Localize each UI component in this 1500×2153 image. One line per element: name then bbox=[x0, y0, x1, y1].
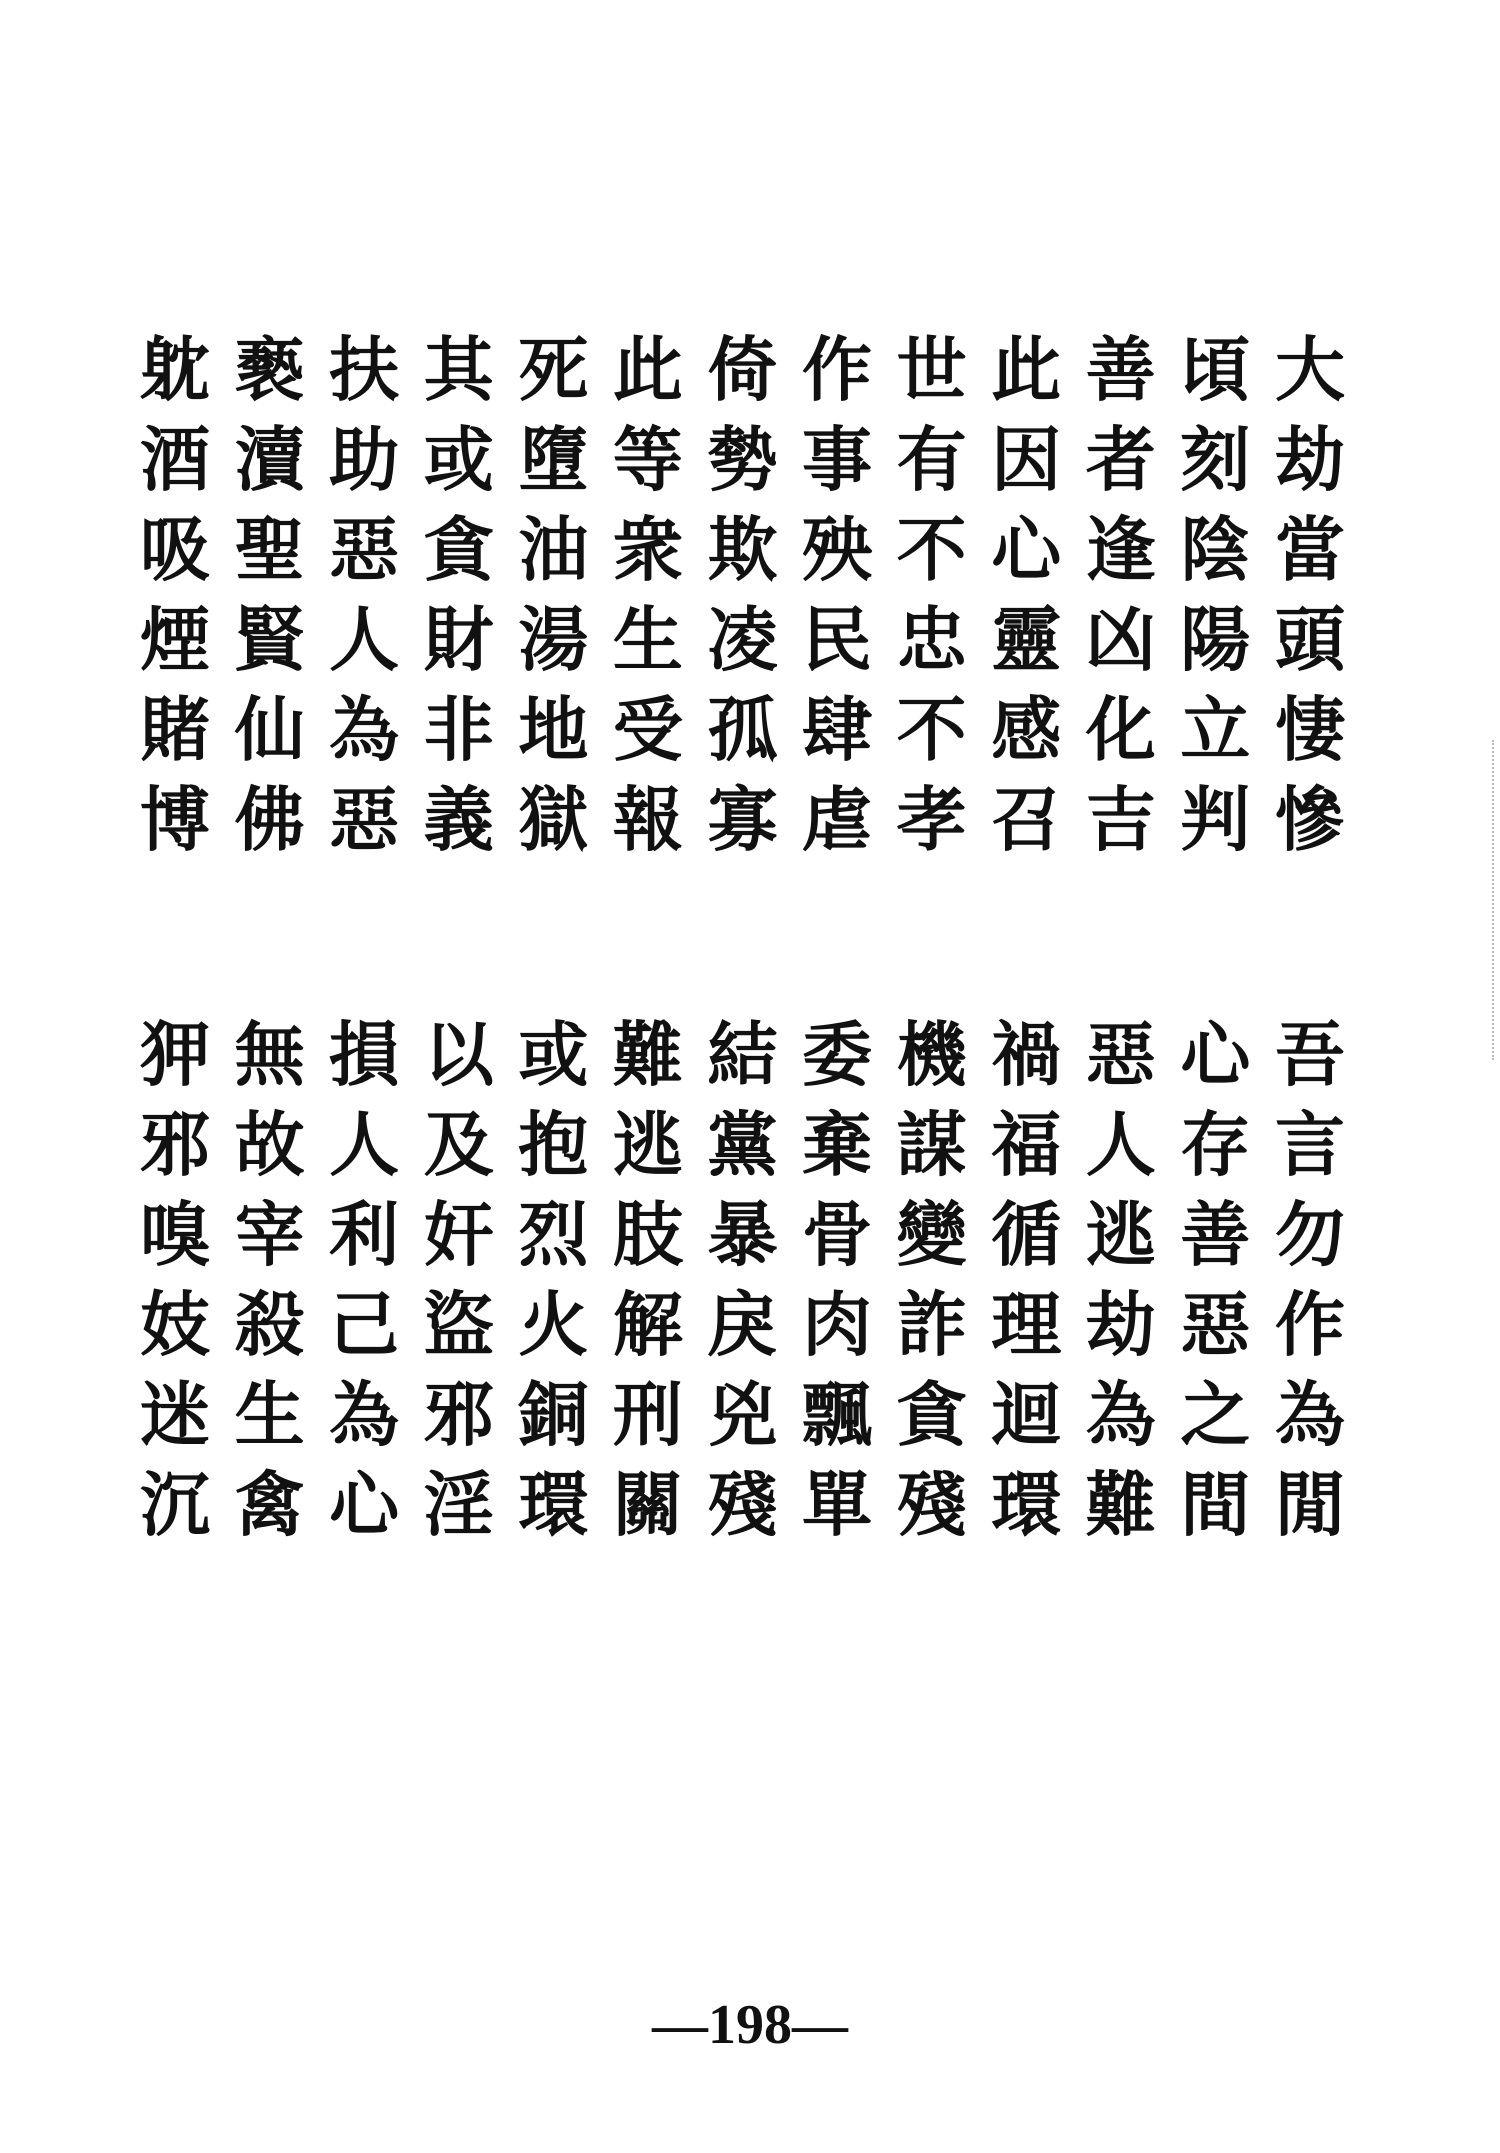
text-column bbox=[986, 325, 1066, 865]
character: 忠 bbox=[896, 598, 967, 681]
character: 獄 bbox=[518, 778, 589, 861]
character: 陽 bbox=[1180, 598, 1251, 681]
character: 受 bbox=[612, 688, 683, 771]
text-column bbox=[702, 1010, 782, 1550]
character: 大 bbox=[1274, 328, 1345, 411]
character: 靈 bbox=[991, 598, 1062, 681]
text-column bbox=[1175, 1010, 1255, 1550]
character: 嗅 bbox=[140, 1193, 210, 1276]
character: 賢 bbox=[234, 598, 305, 681]
character: 孤 bbox=[707, 688, 778, 771]
character: 吾 bbox=[1274, 1013, 1345, 1096]
character: 閒 bbox=[1274, 1463, 1345, 1546]
character: 佛 bbox=[234, 778, 305, 861]
text-column bbox=[1081, 325, 1161, 865]
character: 盜 bbox=[423, 1283, 494, 1366]
character: 迴 bbox=[991, 1373, 1062, 1456]
character: 墮 bbox=[518, 418, 589, 501]
text-column bbox=[1081, 1010, 1161, 1550]
character: 聖 bbox=[234, 508, 305, 591]
text-column bbox=[608, 325, 688, 865]
character: 死 bbox=[518, 328, 589, 411]
text-column bbox=[230, 325, 310, 865]
character: 福 bbox=[991, 1103, 1062, 1186]
character: 作 bbox=[1274, 1283, 1345, 1366]
character: 吉 bbox=[1085, 778, 1156, 861]
character: 心 bbox=[1180, 1013, 1251, 1096]
character: 心 bbox=[329, 1463, 400, 1546]
character: 兇 bbox=[707, 1373, 778, 1456]
character: 不 bbox=[896, 688, 967, 771]
character: 貪 bbox=[896, 1373, 967, 1456]
character: 湯 bbox=[518, 598, 589, 681]
character: 油 bbox=[518, 508, 589, 591]
text-column bbox=[1270, 1010, 1350, 1550]
character: 非 bbox=[423, 688, 494, 771]
text-column bbox=[892, 325, 972, 865]
character: 報 bbox=[612, 778, 683, 861]
character: 為 bbox=[1274, 1373, 1345, 1456]
character: 利 bbox=[329, 1193, 400, 1276]
character: 戾 bbox=[707, 1283, 778, 1366]
character: 殃 bbox=[802, 508, 873, 591]
character: 地 bbox=[518, 688, 589, 771]
verse-block-2 bbox=[135, 1010, 1350, 1550]
text-column bbox=[513, 325, 593, 865]
character: 宰 bbox=[234, 1193, 305, 1276]
character: 勢 bbox=[707, 418, 778, 501]
character: 助 bbox=[329, 418, 400, 501]
character: 惡 bbox=[1085, 1013, 1156, 1096]
scan-edge-mark bbox=[1490, 740, 1494, 1060]
character: 殘 bbox=[896, 1463, 967, 1546]
character: 逢 bbox=[1085, 508, 1156, 591]
character: 事 bbox=[802, 418, 873, 501]
character: 殘 bbox=[707, 1463, 778, 1546]
character: 孝 bbox=[896, 778, 967, 861]
character: 凌 bbox=[707, 598, 778, 681]
character: 其 bbox=[423, 328, 494, 411]
verse-block-1 bbox=[135, 325, 1350, 865]
character: 感 bbox=[991, 688, 1062, 771]
character: 己 bbox=[329, 1283, 400, 1366]
character: 勿 bbox=[1274, 1193, 1345, 1276]
character: 人 bbox=[329, 1103, 400, 1186]
character: 間 bbox=[1180, 1463, 1251, 1546]
character: 環 bbox=[518, 1463, 589, 1546]
character: 人 bbox=[329, 598, 400, 681]
character: 逃 bbox=[1085, 1193, 1156, 1276]
text-column bbox=[702, 325, 782, 865]
character: 環 bbox=[991, 1463, 1062, 1546]
character: 關 bbox=[612, 1463, 683, 1546]
character: 詐 bbox=[896, 1283, 967, 1366]
character: 等 bbox=[612, 418, 683, 501]
character: 為 bbox=[329, 688, 400, 771]
text-column bbox=[419, 1010, 499, 1550]
character: 民 bbox=[802, 598, 873, 681]
character: 禽 bbox=[234, 1463, 305, 1546]
character: 人 bbox=[1085, 1103, 1156, 1186]
text-column bbox=[1175, 325, 1255, 865]
text-column bbox=[324, 1010, 404, 1550]
character: 沉 bbox=[140, 1463, 210, 1546]
character: 故 bbox=[234, 1103, 305, 1186]
character: 當 bbox=[1274, 508, 1345, 591]
character: 頭 bbox=[1274, 598, 1345, 681]
character: 倚 bbox=[707, 328, 778, 411]
character: 凶 bbox=[1085, 598, 1156, 681]
character: 銅 bbox=[518, 1373, 589, 1456]
character: 難 bbox=[612, 1013, 683, 1096]
character: 無 bbox=[234, 1013, 305, 1096]
character: 刻 bbox=[1180, 418, 1251, 501]
character: 為 bbox=[329, 1373, 400, 1456]
text-column bbox=[1270, 325, 1350, 865]
character: 世 bbox=[896, 328, 967, 411]
character: 惡 bbox=[329, 508, 400, 591]
character: 之 bbox=[1180, 1373, 1251, 1456]
character: 禍 bbox=[991, 1013, 1062, 1096]
character: 抱 bbox=[518, 1103, 589, 1186]
character: 貪 bbox=[423, 508, 494, 591]
character: 吸 bbox=[140, 508, 210, 591]
character: 生 bbox=[234, 1373, 305, 1456]
page-number: —198— bbox=[652, 1994, 848, 2056]
character: 劫 bbox=[1085, 1283, 1156, 1366]
character: 妓 bbox=[140, 1283, 210, 1366]
character: 黨 bbox=[707, 1103, 778, 1186]
character: 者 bbox=[1085, 418, 1156, 501]
character: 棄 bbox=[802, 1103, 873, 1186]
character: 召 bbox=[991, 778, 1062, 861]
character: 不 bbox=[896, 508, 967, 591]
character: 立 bbox=[1180, 688, 1251, 771]
character: 飄 bbox=[802, 1373, 873, 1456]
character: 單 bbox=[802, 1463, 873, 1546]
character: 頃 bbox=[1180, 328, 1251, 411]
character: 躭 bbox=[140, 328, 210, 411]
character: 善 bbox=[1085, 328, 1156, 411]
character: 判 bbox=[1180, 778, 1251, 861]
character: 循 bbox=[991, 1193, 1062, 1276]
character: 欺 bbox=[707, 508, 778, 591]
character: 骨 bbox=[802, 1193, 873, 1276]
character: 惡 bbox=[1180, 1283, 1251, 1366]
text-column bbox=[608, 1010, 688, 1550]
character: 此 bbox=[991, 328, 1062, 411]
text-column bbox=[324, 325, 404, 865]
character: 慘 bbox=[1274, 778, 1345, 861]
character: 虐 bbox=[802, 778, 873, 861]
character: 損 bbox=[329, 1013, 400, 1096]
text-column bbox=[797, 325, 877, 865]
character: 悽 bbox=[1274, 688, 1345, 771]
character: 迷 bbox=[140, 1373, 210, 1456]
character: 邪 bbox=[423, 1373, 494, 1456]
character: 機 bbox=[896, 1013, 967, 1096]
character: 烈 bbox=[518, 1193, 589, 1276]
character: 義 bbox=[423, 778, 494, 861]
character: 或 bbox=[518, 1013, 589, 1096]
character: 酒 bbox=[140, 418, 210, 501]
character: 肆 bbox=[802, 688, 873, 771]
character: 淫 bbox=[423, 1463, 494, 1546]
character: 以 bbox=[423, 1013, 494, 1096]
character: 狎 bbox=[140, 1013, 210, 1096]
text-column bbox=[135, 1010, 215, 1550]
character: 委 bbox=[802, 1013, 873, 1096]
character: 褻 bbox=[234, 328, 305, 411]
character: 邪 bbox=[140, 1103, 210, 1186]
character: 肉 bbox=[802, 1283, 873, 1366]
character: 或 bbox=[423, 418, 494, 501]
character: 寡 bbox=[707, 778, 778, 861]
character: 言 bbox=[1274, 1103, 1345, 1186]
character: 奸 bbox=[423, 1193, 494, 1276]
character: 煙 bbox=[140, 598, 210, 681]
character: 陰 bbox=[1180, 508, 1251, 591]
character: 刑 bbox=[612, 1373, 683, 1456]
character: 劫 bbox=[1274, 418, 1345, 501]
text-column bbox=[986, 1010, 1066, 1550]
character: 作 bbox=[802, 328, 873, 411]
text-column bbox=[135, 325, 215, 865]
character: 因 bbox=[991, 418, 1062, 501]
character: 仙 bbox=[234, 688, 305, 771]
character: 肢 bbox=[612, 1193, 683, 1276]
character: 理 bbox=[991, 1283, 1062, 1366]
character: 火 bbox=[518, 1283, 589, 1366]
character: 變 bbox=[896, 1193, 967, 1276]
character: 賭 bbox=[140, 688, 210, 771]
character: 此 bbox=[612, 328, 683, 411]
character: 化 bbox=[1085, 688, 1156, 771]
character: 殺 bbox=[234, 1283, 305, 1366]
character: 瀆 bbox=[234, 418, 305, 501]
text-column bbox=[797, 1010, 877, 1550]
character: 及 bbox=[423, 1103, 494, 1186]
text-column bbox=[230, 1010, 310, 1550]
character: 博 bbox=[140, 778, 210, 861]
text-column bbox=[892, 1010, 972, 1550]
character: 暴 bbox=[707, 1193, 778, 1276]
character: 生 bbox=[612, 598, 683, 681]
character: 惡 bbox=[329, 778, 400, 861]
character: 有 bbox=[896, 418, 967, 501]
character: 逃 bbox=[612, 1103, 683, 1186]
character: 結 bbox=[707, 1013, 778, 1096]
character: 財 bbox=[423, 598, 494, 681]
character: 衆 bbox=[612, 508, 683, 591]
text-column bbox=[419, 325, 499, 865]
character: 解 bbox=[612, 1283, 683, 1366]
character: 存 bbox=[1180, 1103, 1251, 1186]
character: 難 bbox=[1085, 1463, 1156, 1546]
character: 為 bbox=[1085, 1373, 1156, 1456]
character: 扶 bbox=[329, 328, 400, 411]
character: 心 bbox=[991, 508, 1062, 591]
character: 善 bbox=[1180, 1193, 1251, 1276]
text-column bbox=[513, 1010, 593, 1550]
character: 謀 bbox=[896, 1103, 967, 1186]
